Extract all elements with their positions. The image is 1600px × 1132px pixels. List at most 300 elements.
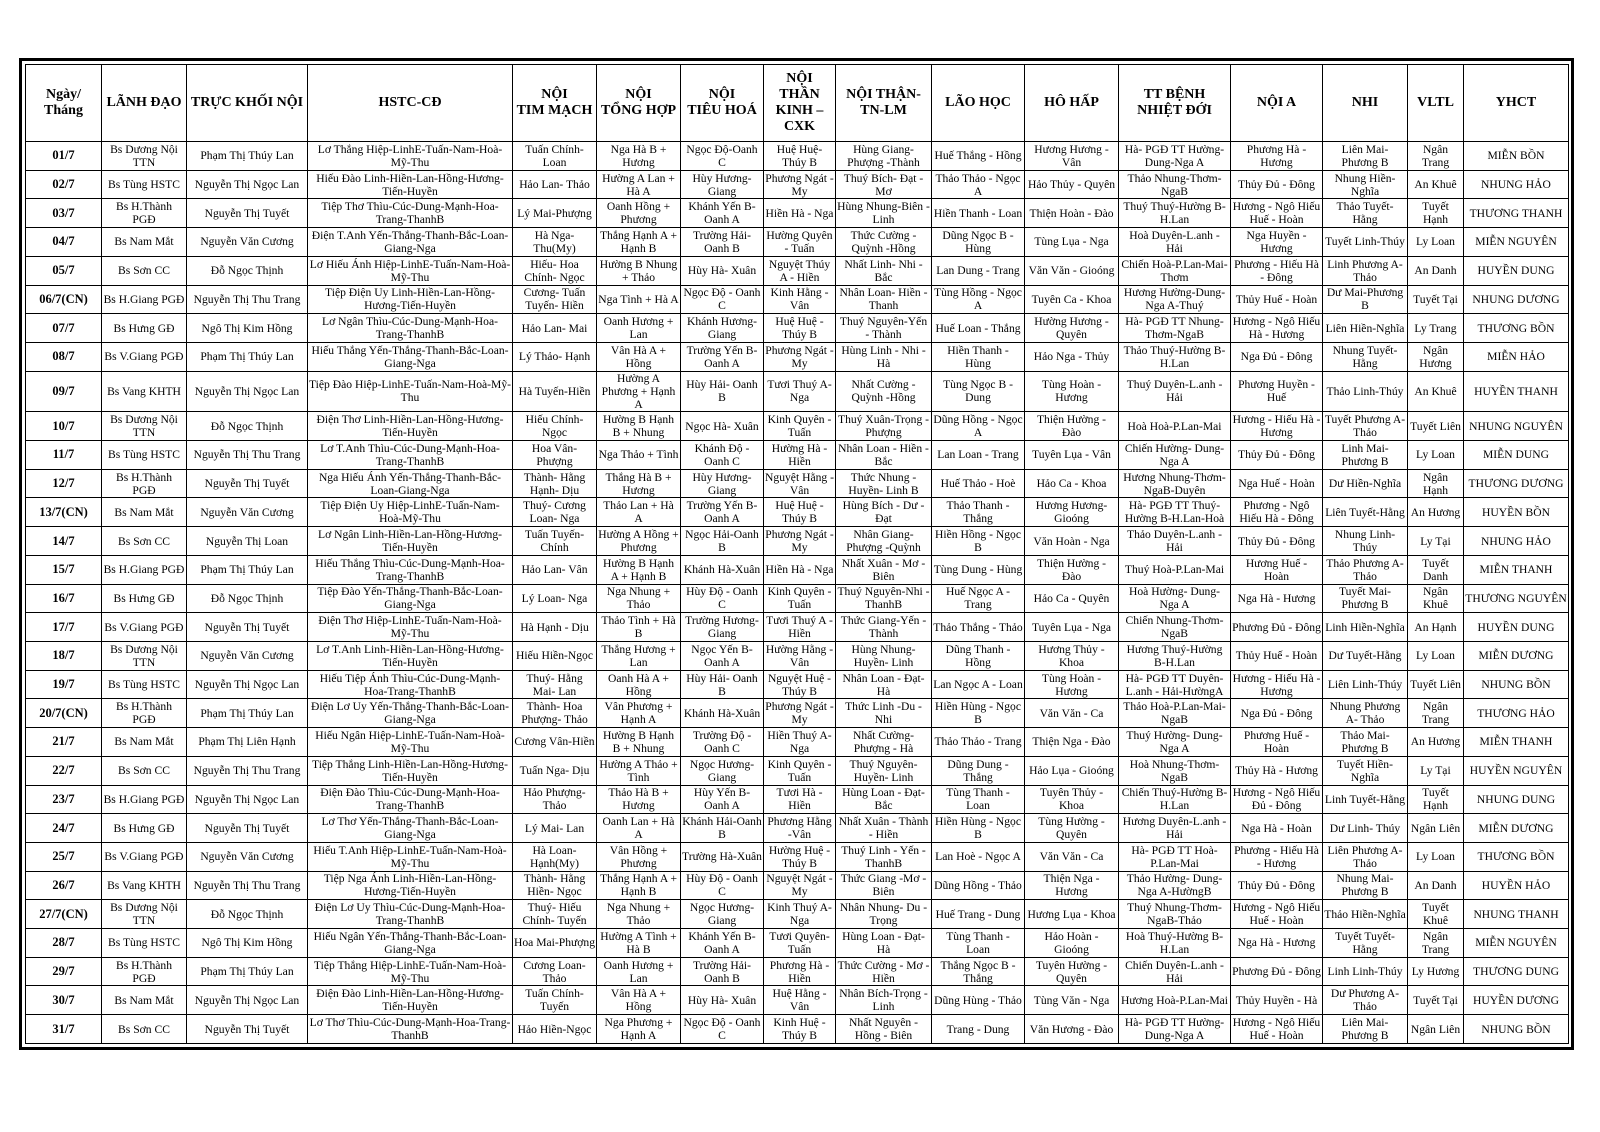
- table-cell: Nguyệt Huệ - Thúy B: [764, 670, 836, 699]
- table-cell: Dư Phương A- Thảo: [1323, 986, 1408, 1015]
- table-cell: Thiện Nga - Đào: [1025, 728, 1119, 757]
- table-row: [26, 756, 1569, 785]
- table-cell: Lý Loan- Nga: [513, 584, 597, 613]
- table-cell: Trường Yến B-Oanh A: [681, 342, 764, 371]
- table-cell: Hùng Bích - Dư - Đạt: [836, 498, 932, 527]
- table-cell: Nguyễn Thị Tuyết: [187, 469, 308, 498]
- table-cell: Bs Sơn CC: [102, 256, 187, 285]
- column-header: Ngày/ Tháng: [26, 65, 102, 142]
- table-cell: Khánh Yến B-Oanh A: [681, 929, 764, 958]
- table-cell: Hoa Vân-Phượng: [513, 441, 597, 470]
- table-cell: Hảo Ca - Khoa: [1025, 469, 1119, 498]
- table-cell: Tùng Thanh - Loan: [932, 785, 1025, 814]
- table-cell: Tuyết Liên: [1408, 670, 1464, 699]
- table-cell: Thắng Ngọc B - Thắng: [932, 957, 1025, 986]
- table-cell: Vân Phương + Hạnh A: [597, 699, 681, 728]
- table-cell: Nhân Giang-Phượng -Quỳnh: [836, 527, 932, 556]
- table-cell: Bs Dương Nội TTN: [102, 412, 187, 441]
- table-cell: Nhung Tuyết-Hằng: [1323, 342, 1408, 371]
- table-cell: NHUNG DUNG: [1464, 785, 1569, 814]
- table-cell: Ngô Thị Kim Hồng: [187, 929, 308, 958]
- table-cell: Hiền Hồng - Ngọc B: [932, 527, 1025, 556]
- table-cell: THƯƠNG BỒN: [1464, 842, 1569, 871]
- table-row: [26, 929, 1569, 958]
- table-cell: Nguyễn Văn Cương: [187, 498, 308, 527]
- table-cell: Ngọc Độ - Oanh C: [681, 285, 764, 314]
- column-header: NỘI A: [1231, 65, 1323, 142]
- table-cell: Đỗ Ngọc Thịnh: [187, 584, 308, 613]
- table-row: [26, 613, 1569, 642]
- table-cell: Nga Tình + Hà A: [597, 285, 681, 314]
- table-cell: Tươi Thuý A - Hiền: [764, 613, 836, 642]
- table-cell: THƯƠNG DƯƠNG: [1464, 469, 1569, 498]
- table-cell: Lý Mai- Lan: [513, 814, 597, 843]
- table-cell: Huế Loan - Thắng: [932, 314, 1025, 343]
- table-cell: Hương - Ngô Hiếu Huế - Hoàn: [1231, 199, 1323, 228]
- table-cell: Bs H.Thành PGĐ: [102, 699, 187, 728]
- table-cell: Hoà Duyên-L.anh - Hải: [1119, 228, 1231, 257]
- date-cell: 28/7: [26, 929, 102, 958]
- table-cell: Thảo Thanh - Thắng: [932, 498, 1025, 527]
- table-cell: Kinh Thuý A-Nga: [764, 900, 836, 929]
- table-cell: Lan Dung - Trang: [932, 256, 1025, 285]
- table-cell: Dũng Hùng - Thảo: [932, 986, 1025, 1015]
- table-cell: Phạm Thị Liên Hạnh: [187, 728, 308, 757]
- table-cell: Nga Hà - Hương: [1231, 929, 1323, 958]
- table-cell: MIỄN NGUYÊN: [1464, 929, 1569, 958]
- table-cell: Hùy Độ - Oanh C: [681, 584, 764, 613]
- table-cell: Phương Huế - Hoàn: [1231, 728, 1323, 757]
- table-cell: Dư Linh- Thúy: [1323, 814, 1408, 843]
- table-cell: Phạm Thị Thúy Lan: [187, 957, 308, 986]
- table-cell: Nga Đủ - Đông: [1231, 342, 1323, 371]
- table-row: [26, 814, 1569, 843]
- table-cell: Ly Tại: [1408, 527, 1464, 556]
- table-cell: Vân Hồng + Phương: [597, 842, 681, 871]
- table-cell: Bs H.Thành PGĐ: [102, 957, 187, 986]
- table-cell: Văn Văn - Gioóng: [1025, 256, 1119, 285]
- table-cell: Văn Văn - Ca: [1025, 842, 1119, 871]
- table-cell: Thiện Hoàn - Đào: [1025, 199, 1119, 228]
- table-cell: Huế Thắng - Hồng: [932, 142, 1025, 171]
- table-cell: Bs Dương Nội TTN: [102, 641, 187, 670]
- table-cell: Thắng Hạnh A + Hạnh B: [597, 228, 681, 257]
- column-header: NỘI THẬN- TN-LM: [836, 65, 932, 142]
- table-cell: Thuý Hoà-P.Lan-Mai: [1119, 555, 1231, 584]
- table-cell: Nguyễn Thị Ngọc Lan: [187, 670, 308, 699]
- table-cell: Thức Linh -Du - Nhi: [836, 699, 932, 728]
- table-cell: Thức Nhung - Huyền- Linh B: [836, 469, 932, 498]
- column-header: NỘI TỔNG HỢP: [597, 65, 681, 142]
- table-cell: Tùng Thanh - Loan: [932, 929, 1025, 958]
- table-cell: Tuyết Hạnh: [1408, 785, 1464, 814]
- table-cell: Kinh Quyên - Tuấn: [764, 756, 836, 785]
- table-cell: Hường A Lan + Hà A: [597, 170, 681, 199]
- table-cell: Nguyễn Thị Ngọc Lan: [187, 371, 308, 412]
- table-cell: Đỗ Ngọc Thịnh: [187, 900, 308, 929]
- table-cell: Hường Hương - Quyên: [1025, 314, 1119, 343]
- table-cell: Thuý Bích- Đạt -Mơ: [836, 170, 932, 199]
- date-cell: 20/7(CN): [26, 699, 102, 728]
- table-cell: Thành- Hằng Hiền- Ngọc: [513, 871, 597, 900]
- table-cell: Hùng Nhung-Biên -Linh: [837, 200, 930, 227]
- table-cell: Thảo Thảo - Ngọc A: [932, 170, 1025, 199]
- table-cell: Liên Hiền-Nghĩa: [1323, 314, 1408, 343]
- table-body: [26, 142, 1569, 1044]
- date-cell: 12/7: [26, 469, 102, 498]
- table-cell: Điện Đào Linh-Hiền-Lan-Hồng-Hương-Tiến-Huyền: [308, 986, 513, 1015]
- table-cell: Phạm Thị Thúy Lan: [187, 342, 308, 371]
- table-cell: Tiệp Thắng Linh-Hiền-Lan-Hồng-Hương-Tiến-Huyền: [308, 756, 513, 785]
- table-cell: Lơ T.Anh Linh-Hiền-Lan-Hồng-Hương-Tiến-Huyền: [308, 641, 513, 670]
- date-cell: 19/7: [26, 670, 102, 699]
- table-cell: Huế Thảo - Hoè: [932, 469, 1025, 498]
- table-cell: Tuấn Nga- Dịu: [513, 756, 597, 785]
- table-cell: MIỄN THANH: [1464, 728, 1569, 757]
- table-cell: Khánh Độ - Oanh C: [681, 441, 764, 470]
- table-cell: Liên Linh-Thúy: [1323, 670, 1408, 699]
- table-cell: Liên Mai-Phương B: [1323, 1015, 1408, 1044]
- table-cell: Tùng Văn - Nga: [1025, 986, 1119, 1015]
- table-cell: Bs Tùng HSTC: [102, 170, 187, 199]
- table-cell: Nhân Nhung- Du - Trọng: [836, 900, 932, 929]
- table-cell: Nguyễn Thị Tuyết: [187, 1015, 308, 1044]
- table-cell: Bs Hưng GĐ: [102, 814, 187, 843]
- table-cell: Bs Hưng GĐ: [102, 584, 187, 613]
- table-cell: Bs V.Giang PGĐ: [102, 842, 187, 871]
- table-row: [26, 670, 1569, 699]
- table-cell: Hương Lụa - Khoa: [1025, 900, 1119, 929]
- date-cell: 01/7: [26, 142, 102, 171]
- table-cell: Ly Tại: [1408, 756, 1464, 785]
- table-cell: Hà- PGĐ TT Duyên-L.anh - Hải-HườngA: [1119, 670, 1231, 699]
- table-cell: Ngân Liên: [1408, 814, 1464, 843]
- table-cell: Vân Hà A + Hồng: [597, 342, 681, 371]
- table-cell: Ngọc Độ - Oanh C: [681, 1015, 764, 1044]
- table-cell: Thảo Thuý-Hường B-H.Lan: [1119, 342, 1231, 371]
- date-cell: 15/7: [26, 555, 102, 584]
- table-cell: Liên Tuyết-Hằng: [1323, 498, 1408, 527]
- table-cell: Thảo Hoà-P.Lan-Mai-NgaB: [1119, 699, 1231, 728]
- table-cell: Hảo Lan- Vân: [513, 555, 597, 584]
- table-cell: Bs Tùng HSTC: [102, 441, 187, 470]
- table-cell: Bs Dương Nội TTN: [102, 142, 187, 171]
- table-cell: Hùng Loan - Đạt- Hà: [836, 929, 932, 958]
- table-cell: Ngân Hương: [1408, 342, 1464, 371]
- table-cell: NHUNG DƯƠNG: [1464, 285, 1569, 314]
- table-cell: Chiến Hường- Dung-Nga A: [1119, 441, 1231, 470]
- table-cell: Thức Giang -Mơ -Biên: [836, 871, 932, 900]
- table-cell: Tùng Lụa - Nga: [1025, 228, 1119, 257]
- duty-roster-table: [25, 64, 1569, 1044]
- table-cell: Thuý- Hằng Mai- Lan: [513, 670, 597, 699]
- table-cell: Trường Hải-Oanh B: [681, 228, 764, 257]
- table-cell: Nga Nhung + Thảo: [597, 900, 681, 929]
- table-cell: Nga Hà B + Hương: [597, 142, 681, 171]
- table-cell: Tuyết Danh: [1408, 555, 1464, 584]
- table-cell: Hiền Hà - Nga: [764, 199, 836, 228]
- table-row: [26, 371, 1569, 412]
- table-cell: Nhất Xuân - Thành - Hiền: [836, 814, 932, 843]
- table-cell: Hoà Nhung-Thơm-NgaB: [1119, 756, 1231, 785]
- table-cell: Điện Thơ Linh-Hiền-Lan-Hồng-Hương-Tiến-Huyền: [308, 412, 513, 441]
- table-cell: Lơ Hiếu Ánh Hiệp-LinhE-Tuấn-Nam-Hoà-Mỹ-Thu: [308, 256, 513, 285]
- table-cell: Tuyết Tuyết-Hằng: [1323, 929, 1408, 958]
- table-cell: Linh Mai-Phương B: [1323, 441, 1408, 470]
- table-cell: Hà- PGĐ TT Hường-Dung-Nga A: [1119, 142, 1231, 171]
- column-header: VLTL: [1408, 65, 1464, 142]
- table-cell: Linh Linh-Thúy: [1323, 957, 1408, 986]
- table-cell: Huệ Huệ - Thúy B: [764, 498, 836, 527]
- table-cell: Nguyệt Hằng -Vân: [765, 470, 834, 497]
- table-cell: Kinh Huệ - Thúy B: [764, 1015, 836, 1044]
- table-cell: Lơ T.Anh Thìu-Cúc-Dung-Mạnh-Hoa-Trang-ThanhB: [308, 441, 513, 470]
- table-cell: Phương Ngát - My: [765, 171, 834, 198]
- table-cell: Thảo Phương A- Thảo: [1323, 555, 1408, 584]
- date-cell: 27/7(CN): [26, 900, 102, 929]
- table-cell: Nhất Nguyên - Hồng - Biên: [836, 1015, 932, 1044]
- date-cell: 07/7: [26, 314, 102, 343]
- table-cell: Nguyễn Văn Cương: [187, 842, 308, 871]
- table-cell: Tuyết Linh-Thúy: [1323, 228, 1408, 257]
- date-cell: 21/7: [26, 728, 102, 757]
- table-cell: Thủy Đủ - Đông: [1231, 871, 1323, 900]
- table-cell: Phạm Thị Thúy Lan: [187, 142, 308, 171]
- table-cell: Chiến Thuý-Hường B-H.Lan: [1119, 785, 1231, 814]
- table-cell: Hiền Thanh - Loan: [932, 199, 1025, 228]
- table-cell: Liên Mai-Phương B: [1323, 142, 1408, 171]
- table-cell: Nguyễn Văn Cương: [187, 228, 308, 257]
- table-cell: Tiệp Đào Yến-Thắng-Thanh-Bắc-Loan-Giang-Nga: [308, 584, 513, 613]
- table-cell: Hường A Thảo + Tình: [597, 756, 681, 785]
- table-cell: Nguyễn Thị Tuyết: [187, 199, 308, 228]
- table-cell: Ngân Khuê: [1408, 584, 1464, 613]
- table-cell: Đỗ Ngọc Thịnh: [187, 256, 308, 285]
- table-cell: Nguyệt Ngát - My: [764, 871, 836, 900]
- table-cell: Dư Hiền-Nghĩa: [1323, 469, 1408, 498]
- date-cell: 03/7: [26, 199, 102, 228]
- table-cell: Hảo Hiền-Ngọc: [513, 1015, 597, 1044]
- table-cell: Hiếu Thắng Yến-Thắng-Thanh-Bắc-Loan-Giang-Nga: [308, 342, 513, 371]
- table-cell: Ngọc Hương-Giang: [681, 756, 764, 785]
- table-cell: Cương Loan-Thảo: [513, 957, 597, 986]
- table-cell: Dư Tuyết-Hằng: [1323, 641, 1408, 670]
- table-cell: Bs Nam Mắt: [102, 728, 187, 757]
- table-cell: Hà Tuyến-Hiền: [513, 371, 597, 412]
- table-cell: Liên Phương A- Thảo: [1323, 842, 1408, 871]
- table-cell: Tiệp Thắng Hiệp-LinhE-Tuấn-Nam-Hoà-Mỹ-Thu: [308, 957, 513, 986]
- table-cell: Thắng Hà B + Hương: [597, 469, 681, 498]
- table-cell: Kinh Quyên - Tuấn: [764, 412, 836, 441]
- table-row: [26, 555, 1569, 584]
- table-cell: Ngân Liên: [1408, 1015, 1464, 1044]
- table-cell: Văn Văn - Ca: [1025, 699, 1119, 728]
- table-cell: Hảo Thủy - Quyên: [1025, 170, 1119, 199]
- table-cell: Nhung Phương A- Thảo: [1323, 699, 1408, 728]
- table-cell: Hiếu Hiền-Ngọc: [513, 641, 597, 670]
- table-cell: Bs Hưng GĐ: [102, 314, 187, 343]
- column-header: LÃO HỌC: [932, 65, 1025, 142]
- table-cell: Hiếu Ngân Yến-Thắng-Thanh-Bắc-Loan-Giang-Nga: [308, 929, 513, 958]
- column-header: NHI: [1323, 65, 1408, 142]
- table-cell: Nga Đủ - Đông: [1231, 699, 1323, 728]
- table-cell: Hảo Phượng-Thảo: [513, 785, 597, 814]
- table-cell: Phương Ngát - My: [765, 343, 834, 370]
- table-cell: MIỄN BỒN: [1464, 142, 1569, 171]
- table-cell: Linh Tuyết-Hằng: [1323, 785, 1408, 814]
- table-cell: Thành- Hằng Hạnh- Dịu: [513, 469, 597, 498]
- table-cell: Nhân Loan- Hiền - Thanh: [836, 285, 932, 314]
- table-cell: Hương Hương-Gioóng: [1025, 498, 1119, 527]
- column-header: YHCT: [1464, 65, 1569, 142]
- table-cell: Ly Hương: [1408, 957, 1464, 986]
- date-cell: 26/7: [26, 871, 102, 900]
- table-cell: Nguyễn Thị Thu Trang: [187, 285, 308, 314]
- table-cell: Hà Hạnh - Dịu: [513, 613, 597, 642]
- table-row: [26, 1015, 1569, 1044]
- table-cell: Dũng Dung - Thắng: [932, 756, 1025, 785]
- date-cell: 23/7: [26, 785, 102, 814]
- table-cell: Văn Hoàn - Nga: [1025, 527, 1119, 556]
- table-cell: Ngọc Hương-Giang: [681, 900, 764, 929]
- table-cell: Thủy Đủ - Đông: [1231, 527, 1323, 556]
- table-cell: Tuyết Tại: [1408, 986, 1464, 1015]
- table-cell: Hùy Hải- Oanh B: [681, 371, 764, 412]
- table-cell: Hường A Hồng + Phương: [598, 528, 679, 555]
- table-cell: Dũng Ngọc B - Hùng: [932, 228, 1025, 257]
- table-row: [26, 728, 1569, 757]
- table-cell: MIỄN HẢO: [1464, 342, 1569, 371]
- table-cell: An Khuê: [1408, 371, 1464, 412]
- table-cell: Trường Độ - Oanh C: [681, 728, 764, 757]
- table-cell: Huệ Hằng - Vân: [764, 986, 836, 1015]
- table-cell: Bs H.Giang PGĐ: [102, 285, 187, 314]
- table-cell: Bs V.Giang PGĐ: [102, 613, 187, 642]
- table-cell: Tươi Hà - Hiền: [764, 785, 836, 814]
- table-cell: Nhân Loan - Đạt- Hà: [836, 670, 932, 699]
- table-cell: Ngô Thị Kim Hồng: [187, 314, 308, 343]
- table-cell: Hoà Hoà-P.Lan-Mai: [1119, 412, 1231, 441]
- table-cell: Bs H.Giang PGĐ: [102, 555, 187, 584]
- table-cell: Hường A Phương + Hạnh A: [597, 371, 681, 412]
- table-cell: Tiệp Thơ Thìu-Cúc-Dung-Mạnh-Hoa-Trang-ThanhB: [308, 199, 513, 228]
- table-cell: Hường Hằng -Vân: [764, 641, 836, 670]
- table-cell: Nga Hà - Hương: [1231, 584, 1323, 613]
- date-cell: 09/7: [26, 371, 102, 412]
- table-cell: Tiệp Nga Ánh Linh-Hiền-Lan-Hồng-Hương-Tiến-Huyền: [308, 871, 513, 900]
- table-cell: Tuyết Phương A- Thảo: [1323, 412, 1408, 441]
- table-cell: Ngọc Độ-Oanh C: [681, 142, 764, 171]
- table-cell: Tuyên Ca - Khoa: [1025, 285, 1119, 314]
- table-cell: Lơ Thơ Thìu-Cúc-Dung-Mạnh-Hoa-Trang-ThanhB: [308, 1015, 513, 1044]
- table-cell: Nhất Cường - Quỳnh -Hồng: [836, 371, 932, 412]
- table-cell: Nguyễn Thị Ngọc Lan: [187, 785, 308, 814]
- table-cell: Thức Giang-Yến - Thành: [836, 613, 932, 642]
- table-cell: Hùy Hải- Oanh B: [681, 670, 764, 699]
- table-cell: Hương Nhung-Thơm-NgaB-Duyên: [1119, 469, 1231, 498]
- table-cell: Thảo Thắng - Thảo: [932, 613, 1025, 642]
- column-header: NỘI TIM MẠCH: [513, 65, 597, 142]
- table-cell: Nguyễn Thị Tuyết: [187, 814, 308, 843]
- table-cell: Văn Hương - Đào: [1025, 1015, 1119, 1044]
- table-cell: Nga Nhung + Thảo: [597, 584, 681, 613]
- date-cell: 02/7: [26, 170, 102, 199]
- table-cell: Tươi Thuý A-Nga: [764, 371, 836, 412]
- table-cell: Điện Lơ Uy Thìu-Cúc-Dung-Mạnh-Hoa-Trang-ThanhB: [308, 900, 513, 929]
- table-cell: Hiền Thanh - Hùng: [932, 342, 1025, 371]
- table-cell: Ly Trang: [1408, 314, 1464, 343]
- table-cell: Hương Thuý-Hường B-H.Lan: [1119, 641, 1231, 670]
- table-cell: Hà- PGĐ TT Hoà-P.Lan-Mai: [1119, 842, 1231, 871]
- table-cell: Tùng Hoàn - Hương: [1025, 670, 1119, 699]
- table-cell: Tuyết Hạnh: [1408, 199, 1464, 228]
- table-cell: HUYỀN THANH: [1464, 371, 1569, 412]
- table-cell: Thuý- Cương Loan- Nga: [513, 498, 597, 527]
- table-cell: Hường B Nhung + Thảo: [597, 256, 681, 285]
- table-cell: Điện Lơ Uy Yến-Thắng-Thanh-Bắc-Loan-Giang-Nga: [308, 699, 513, 728]
- date-cell: 05/7: [26, 256, 102, 285]
- table-cell: An Danh: [1408, 256, 1464, 285]
- table-cell: Ngân Hạnh: [1408, 469, 1464, 498]
- table-row: [26, 584, 1569, 613]
- table-cell: Hiếu Tiệp Ánh Thìu-Cúc-Dung-Mạnh-Hoa-Trang-ThanhB: [308, 670, 513, 699]
- table-cell: Nguyễn Thị Ngọc Lan: [187, 986, 308, 1015]
- table-cell: Thủy Huế - Hoàn: [1231, 285, 1323, 314]
- table-cell: Hà- PGĐ TT Nhung-Thơm-NgaB: [1119, 314, 1231, 343]
- table-cell: Hùy Yến B-Oanh A: [681, 785, 764, 814]
- table-cell: Phạm Thị Thúy Lan: [187, 555, 308, 584]
- table-cell: Tuyết Hiền-Nghĩa: [1323, 756, 1408, 785]
- table-cell: Phương Hà - Hương: [1231, 142, 1323, 171]
- table-cell: Nhất Xuân - Mơ - Biên: [836, 555, 932, 584]
- table-row: [26, 641, 1569, 670]
- table-cell: Hùy Hương-Giang: [681, 170, 764, 199]
- table-cell: Phương Huyền - Huế: [1231, 371, 1323, 412]
- date-cell: 04/7: [26, 228, 102, 257]
- table-cell: Nhung Linh-Thúy: [1323, 527, 1408, 556]
- table-cell: Hiếu T.Anh Hiệp-LinhE-Tuấn-Nam-Hoà-Mỹ-Thu: [308, 842, 513, 871]
- table-cell: Hùng Giang-Phượng -Thành: [836, 142, 932, 171]
- table-cell: Thắng Hương + Lan: [597, 641, 681, 670]
- date-cell: 29/7: [26, 957, 102, 986]
- table-cell: Ngân Trang: [1408, 699, 1464, 728]
- table-cell: Chiến Nhung-Thơm-NgaB: [1119, 613, 1231, 642]
- table-cell: Tuấn Chính-Tuyến: [513, 986, 597, 1015]
- table-cell: Bs Tùng HSTC: [102, 929, 187, 958]
- table-cell: Thiện Hường - Đào: [1025, 412, 1119, 441]
- table-cell: Huế Trang - Dung: [932, 900, 1025, 929]
- table-cell: Hiếu- Hoa Chính- Ngọc: [513, 256, 597, 285]
- table-cell: Tùng Dung - Hùng: [932, 555, 1025, 584]
- table-cell: Ly Loan: [1408, 441, 1464, 470]
- table-cell: Phương Hằng -Vân: [764, 814, 836, 843]
- table-cell: THƯƠNG DUNG: [1464, 957, 1569, 986]
- table-cell: Thuý Nguyên-Yến - Thành: [836, 314, 932, 343]
- table-cell: Hà- PGĐ TT Hường-Dung-Nga A: [1119, 1015, 1231, 1044]
- table-cell: Hương - Ngô Hiếu Huế - Hoàn: [1231, 900, 1323, 929]
- table-cell: Chiến Duyên-L.anh - Hải: [1119, 957, 1231, 986]
- table-cell: Bs H.Giang PGĐ: [102, 785, 187, 814]
- table-cell: Oanh Hà A + Hồng: [597, 670, 681, 699]
- table-cell: MIỄN THANH: [1464, 555, 1569, 584]
- table-cell: Tiệp Điện Uy Linh-Hiền-Lan-Hồng-Hương-Tiến-Huyền: [308, 285, 513, 314]
- table-cell: Oanh Hương + Lan: [597, 957, 681, 986]
- table-cell: Thảo Hường- Dung-Nga A-HườngB: [1119, 871, 1231, 900]
- column-header: HÔ HẤP: [1025, 65, 1119, 142]
- date-cell: 13/7(CN): [26, 498, 102, 527]
- table-cell: Phương - Ngô Hiếu Hà - Đông: [1231, 498, 1323, 527]
- table-row: [26, 142, 1569, 171]
